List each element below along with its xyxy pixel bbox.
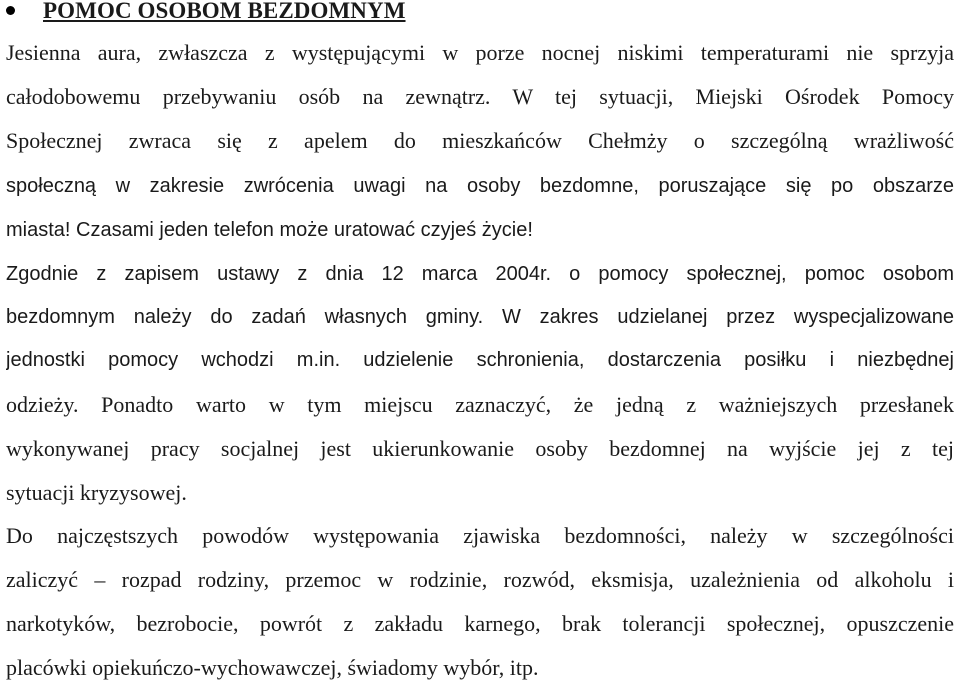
section-heading: POMOC OSOBOM BEZDOMNYM: [43, 0, 406, 23]
text-line: całodobowemu przebywaniu osób na zewnątrz. W tej sytuacji, Miejski Ośrodek Pomocy: [6, 84, 954, 109]
text-line: zaliczyć – rozpad rodziny, przemoc w rodzinie, rozwód, eksmisja, uzależnienia od alkoholu i: [6, 567, 954, 592]
heading-row: [0, 0, 960, 28]
paragraph-intro: [6, 31, 954, 163]
text-line: odzieży. Ponadto warto w tym miejscu zaznaczyć, że jedną z ważniejszych przesłanek: [6, 392, 954, 417]
text-line: bezdomnym należy do zadań własnych gminy. W zakres udzielanej przez wyspecjalizowane: [6, 306, 954, 328]
paragraph-law: [6, 253, 954, 382]
text-line: sytuacji kryzysowej.: [6, 480, 187, 505]
text-line: Jesienna aura, zwłaszcza z występującymi w porze nocnej niskimi temperaturami nie sprzyja: [6, 40, 954, 65]
text-line: narkotyków, bezrobocie, powrót z zakładu karnego, brak tolerancji społecznej, opuszczenie: [6, 611, 954, 636]
paragraph-social-work: [6, 383, 954, 515]
paragraph-appeal: [6, 164, 954, 252]
text-line: Zgodnie z zapisem ustawy z dnia 12 marca 2004r. o pomocy społecznej, pomoc osobom: [6, 263, 954, 285]
text-line: jednostki pomocy wchodzi m.in. udzielenie schronienia, dostarczenia posiłku i niezbędnej: [6, 349, 954, 371]
text-line: Społecznej zwraca się z apelem do mieszkańców Chełmży o szczególną wrażliwość: [6, 128, 954, 153]
paragraph-causes: [6, 514, 954, 690]
text-line: wykonywanej pracy socjalnej jest ukierunkowanie osoby bezdomnej na wyjście jej z tej: [6, 436, 954, 461]
text-line: społeczną w zakresie zwrócenia uwagi na osoby bezdomne, poruszające się po obszarze: [6, 175, 954, 197]
text-line: Do najczęstszych powodów występowania zjawiska bezdomności, należy w szczególności: [6, 523, 954, 548]
text-line: miasta! Czasami jeden telefon może uratować czyjeś życie!: [6, 219, 533, 241]
text-line: placówki opiekuńczo-wychowawczej, świadomy wybór, itp.: [6, 655, 539, 680]
bullet-icon: [6, 6, 15, 15]
